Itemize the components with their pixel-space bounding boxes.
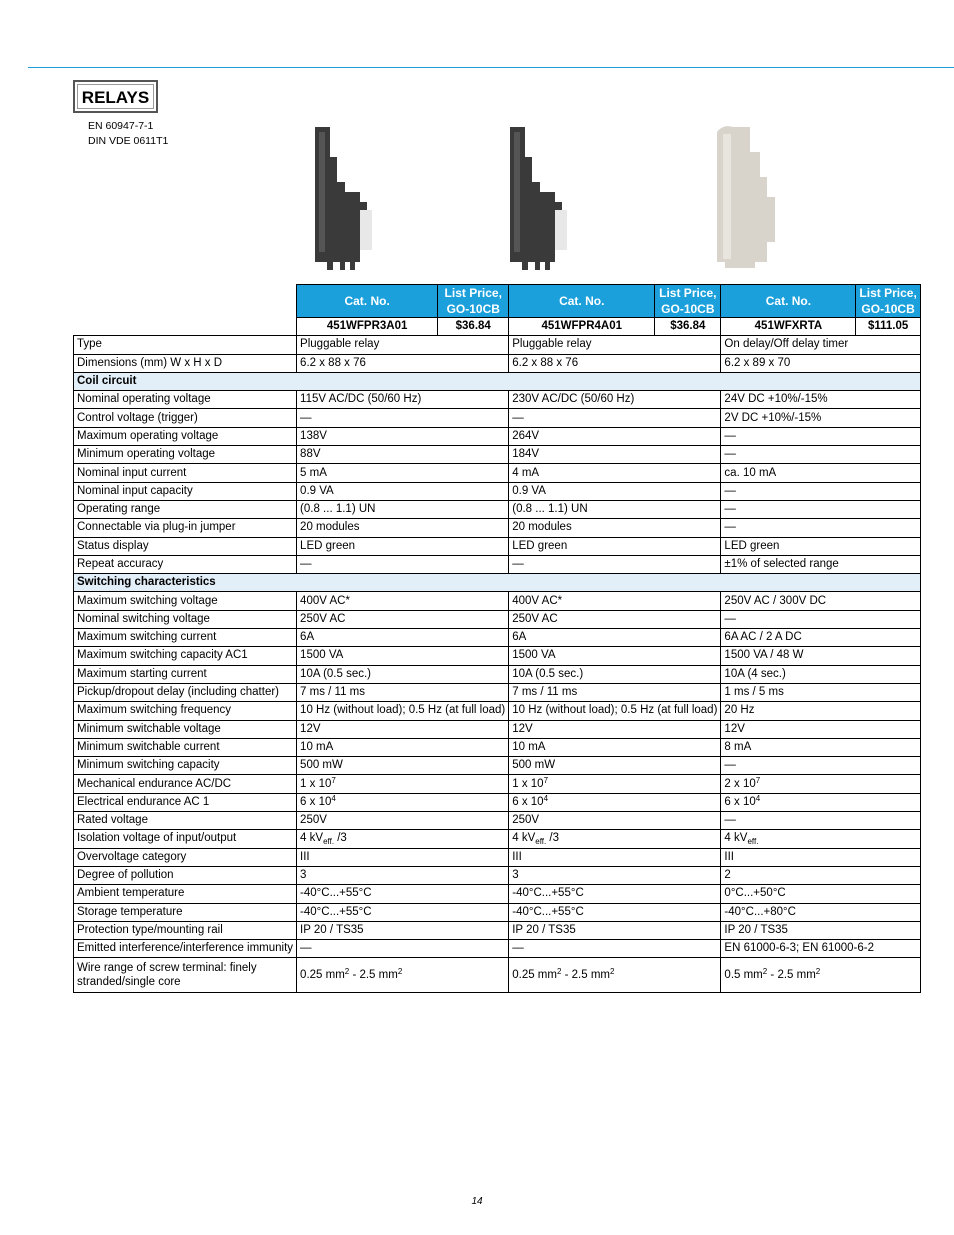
row-value: — bbox=[297, 409, 509, 427]
row-value: 1500 VA / 48 W bbox=[721, 647, 920, 665]
row-value: 500 mW bbox=[297, 757, 509, 775]
row-value: — bbox=[721, 757, 920, 775]
row-value: 4 kVeff. bbox=[721, 830, 920, 848]
row-value: 1 x $10^7$ bbox=[509, 775, 721, 793]
table-row bbox=[74, 885, 921, 903]
table-row bbox=[74, 592, 921, 610]
row-value: 500 mW bbox=[509, 757, 721, 775]
row-value: 0.5 $mm^2 - 2.5$ $mm^2$ bbox=[721, 958, 920, 993]
row-label: Degree of pollution bbox=[74, 866, 297, 884]
row-value: — bbox=[721, 519, 920, 537]
row-label: Overvoltage category bbox=[74, 848, 297, 866]
row-value: 400V AC* bbox=[297, 592, 509, 610]
row-value: 6 x $10^4$ bbox=[721, 793, 920, 811]
row-label: Nominal switching voltage bbox=[74, 610, 297, 628]
row-label: Electrical endurance AC 1 bbox=[74, 793, 297, 811]
row-value: 10A (0.5 sec.) bbox=[297, 665, 509, 683]
table-row bbox=[74, 757, 921, 775]
row-value: 2 x $10^7$ bbox=[721, 775, 920, 793]
table-row bbox=[74, 775, 921, 793]
row-value: — bbox=[297, 555, 509, 573]
row-label: Minimum operating voltage bbox=[74, 446, 297, 464]
table-row bbox=[74, 500, 921, 518]
row-value: 0°C...+50°C bbox=[721, 885, 920, 903]
row-value: — bbox=[721, 446, 920, 464]
price: $36.84 bbox=[438, 318, 509, 336]
dark-relay-icon bbox=[500, 122, 580, 272]
page-number: 14 bbox=[471, 1196, 483, 1207]
row-value: 3 bbox=[509, 866, 721, 884]
row-value: 1 ms / 5 ms bbox=[721, 683, 920, 701]
row-value: 12V bbox=[297, 720, 509, 738]
row-label: Minimum switchable voltage bbox=[74, 720, 297, 738]
row-label: Status display bbox=[74, 537, 297, 555]
row-value: IP 20 / TS35 bbox=[509, 921, 721, 939]
row-value: 6.2 x 89 x 70 bbox=[721, 354, 920, 372]
row-label: Operating range bbox=[74, 500, 297, 518]
row-label: Protection type/mounting rail bbox=[74, 921, 297, 939]
row-value: 115V AC/DC (50/60 Hz) bbox=[297, 391, 509, 409]
row-value: 0.9 VA bbox=[297, 482, 509, 500]
row-value: 10 mA bbox=[297, 738, 509, 756]
table-row bbox=[74, 958, 921, 993]
page-title: RELAYS bbox=[77, 84, 154, 109]
row-value: 6A bbox=[297, 629, 509, 647]
row-value: 184V bbox=[509, 446, 721, 464]
row-value: -40°C...+55°C bbox=[297, 903, 509, 921]
row-value: 20 modules bbox=[509, 519, 721, 537]
row-label: Nominal input capacity bbox=[74, 482, 297, 500]
row-value: 2 bbox=[721, 866, 920, 884]
price: $111.05 bbox=[856, 318, 920, 336]
row-value: -40°C...+55°C bbox=[509, 885, 721, 903]
list-price-header: List Price, GO-10CB bbox=[655, 285, 721, 318]
table-row bbox=[74, 793, 921, 811]
row-value: 4 kVeff. /3 bbox=[509, 830, 721, 848]
row-value: 250V AC bbox=[297, 610, 509, 628]
row-value: Pluggable relay bbox=[297, 336, 509, 354]
row-label: Minimum switching capacity bbox=[74, 757, 297, 775]
row-value: 400V AC* bbox=[509, 592, 721, 610]
row-value: 20 modules bbox=[297, 519, 509, 537]
row-value: 10A (0.5 sec.) bbox=[509, 665, 721, 683]
row-value: 230V AC/DC (50/60 Hz) bbox=[509, 391, 721, 409]
row-value: 6.2 x 88 x 76 bbox=[509, 354, 721, 372]
row-value: (0.8 ... 1.1) UN bbox=[509, 500, 721, 518]
list-price-header: List Price, GO-10CB bbox=[438, 285, 509, 318]
row-value: 10 Hz (without load); 0.5 Hz (at full load) bbox=[297, 702, 509, 720]
row-value: 250V bbox=[509, 812, 721, 830]
standard-line: DIN VDE 0611T1 bbox=[88, 135, 169, 147]
section-title-box bbox=[73, 80, 158, 113]
table-row bbox=[74, 830, 921, 848]
row-label: Connectable via plug-in jumper bbox=[74, 519, 297, 537]
table-row bbox=[74, 610, 921, 628]
catalog-row bbox=[74, 318, 921, 336]
row-label: Maximum switching frequency bbox=[74, 702, 297, 720]
table-row bbox=[74, 903, 921, 921]
row-label: Dimensions (mm) W x H x D bbox=[74, 354, 297, 372]
table-row bbox=[74, 354, 921, 372]
row-value: 2V DC +10%/-15% bbox=[721, 409, 920, 427]
row-label: Isolation voltage of input/output bbox=[74, 830, 297, 848]
table-row bbox=[74, 537, 921, 555]
row-value: — bbox=[297, 940, 509, 958]
row-value: 88V bbox=[297, 446, 509, 464]
table-row bbox=[74, 409, 921, 427]
cat-no: 451WFXRTA bbox=[721, 318, 856, 336]
row-label: Maximum operating voltage bbox=[74, 427, 297, 445]
row-label: Emitted interference/interference immunity bbox=[74, 940, 297, 958]
row-label: Nominal input current bbox=[74, 464, 297, 482]
table-row bbox=[74, 720, 921, 738]
row-value: 6A AC / 2 A DC bbox=[721, 629, 920, 647]
table-row bbox=[74, 683, 921, 701]
row-value: EN 61000-6-3; EN 61000-6-2 bbox=[721, 940, 920, 958]
row-value: — bbox=[509, 555, 721, 573]
table-row bbox=[74, 446, 921, 464]
row-label: Maximum switching current bbox=[74, 629, 297, 647]
row-value: 1 x $10^7$ bbox=[297, 775, 509, 793]
row-value: ±1% of selected range bbox=[721, 555, 920, 573]
row-value: LED green bbox=[297, 537, 509, 555]
row-value: 0.25 $mm^2 - 2.5$ $mm^2$ bbox=[509, 958, 721, 993]
section-row bbox=[74, 574, 921, 592]
row-value: 250V AC / 300V DC bbox=[721, 592, 920, 610]
light-timer-icon bbox=[705, 122, 795, 272]
row-value: 12V bbox=[721, 720, 920, 738]
row-label: Control voltage (trigger) bbox=[74, 409, 297, 427]
row-label: Type bbox=[74, 336, 297, 354]
row-label: Minimum switchable current bbox=[74, 738, 297, 756]
cat-no: 451WFPR4A01 bbox=[509, 318, 655, 336]
row-value: (0.8 ... 1.1) UN bbox=[297, 500, 509, 518]
row-value: On delay/Off delay timer bbox=[721, 336, 920, 354]
row-value: IP 20 / TS35 bbox=[721, 921, 920, 939]
row-value: 12V bbox=[509, 720, 721, 738]
row-value: 4 kVeff. /3 bbox=[297, 830, 509, 848]
row-value: 0.9 VA bbox=[509, 482, 721, 500]
table-row bbox=[74, 336, 921, 354]
row-value: 1500 VA bbox=[297, 647, 509, 665]
row-value: 250V AC bbox=[509, 610, 721, 628]
section-label: Coil circuit bbox=[74, 372, 921, 390]
table-row bbox=[74, 519, 921, 537]
table-row bbox=[74, 427, 921, 445]
row-label: Mechanical endurance AC/DC bbox=[74, 775, 297, 793]
row-value: 6 x $10^4$ bbox=[297, 793, 509, 811]
row-value: 3 bbox=[297, 866, 509, 884]
table-row bbox=[74, 665, 921, 683]
table-row bbox=[74, 629, 921, 647]
cat-no: 451WFPR3A01 bbox=[297, 318, 438, 336]
table-row bbox=[74, 848, 921, 866]
row-value: III bbox=[297, 848, 509, 866]
row-value: -40°C...+55°C bbox=[297, 885, 509, 903]
row-value: 250V bbox=[297, 812, 509, 830]
row-label: Storage temperature bbox=[74, 903, 297, 921]
dark-relay-icon bbox=[305, 122, 385, 272]
row-label: Repeat accuracy bbox=[74, 555, 297, 573]
table-row bbox=[74, 647, 921, 665]
table-row bbox=[74, 482, 921, 500]
row-value: 10 Hz (without load); 0.5 Hz (at full load) bbox=[509, 702, 721, 720]
row-value: 24V DC +10%/-15% bbox=[721, 391, 920, 409]
row-value: 10 mA bbox=[509, 738, 721, 756]
row-value: 264V bbox=[509, 427, 721, 445]
row-value: ca. 10 mA bbox=[721, 464, 920, 482]
cat-no-header: Cat. No. bbox=[721, 285, 856, 318]
price: $36.84 bbox=[655, 318, 721, 336]
row-value: 10A (4 sec.) bbox=[721, 665, 920, 683]
row-label: Pickup/dropout delay (including chatter) bbox=[74, 683, 297, 701]
row-value: LED green bbox=[509, 537, 721, 555]
row-value: — bbox=[721, 610, 920, 628]
row-value: LED green bbox=[721, 537, 920, 555]
row-value: 7 ms / 11 ms bbox=[509, 683, 721, 701]
row-value: Pluggable relay bbox=[509, 336, 721, 354]
row-value: 7 ms / 11 ms bbox=[297, 683, 509, 701]
row-value: III bbox=[721, 848, 920, 866]
table-row bbox=[74, 464, 921, 482]
row-value: — bbox=[509, 940, 721, 958]
row-label: Maximum switching capacity AC1 bbox=[74, 647, 297, 665]
row-value: — bbox=[509, 409, 721, 427]
row-value: — bbox=[721, 500, 920, 518]
row-value: IP 20 / TS35 bbox=[297, 921, 509, 939]
row-label: Maximum switching voltage bbox=[74, 592, 297, 610]
row-value: 6 x $10^4$ bbox=[509, 793, 721, 811]
table-row bbox=[74, 391, 921, 409]
row-value: III bbox=[509, 848, 721, 866]
standards bbox=[88, 119, 168, 149]
row-value: -40°C...+80°C bbox=[721, 903, 920, 921]
row-label: Rated voltage bbox=[74, 812, 297, 830]
row-label: Nominal operating voltage bbox=[74, 391, 297, 409]
table-row bbox=[74, 866, 921, 884]
row-value: 138V bbox=[297, 427, 509, 445]
table-row bbox=[74, 738, 921, 756]
top-rule bbox=[28, 67, 954, 68]
row-label: Ambient temperature bbox=[74, 885, 297, 903]
table-row bbox=[74, 555, 921, 573]
row-value: 5 mA bbox=[297, 464, 509, 482]
cat-no-header: Cat. No. bbox=[297, 285, 438, 318]
table-row bbox=[74, 940, 921, 958]
row-value: 6A bbox=[509, 629, 721, 647]
row-value: 6.2 x 88 x 76 bbox=[297, 354, 509, 372]
row-value: 4 mA bbox=[509, 464, 721, 482]
row-value: — bbox=[721, 482, 920, 500]
list-price-header: List Price, GO-10CB bbox=[856, 285, 920, 318]
spec-table bbox=[73, 284, 921, 993]
table-row bbox=[74, 812, 921, 830]
row-label: Maximum starting current bbox=[74, 665, 297, 683]
section-row bbox=[74, 372, 921, 390]
row-value: 1500 VA bbox=[509, 647, 721, 665]
row-value: — bbox=[721, 427, 920, 445]
row-value: 20 Hz bbox=[721, 702, 920, 720]
table-row bbox=[74, 921, 921, 939]
row-label: Wire range of screw terminal: finely stranded/single core bbox=[74, 958, 297, 993]
row-value: — bbox=[721, 812, 920, 830]
row-value: 0.25 $mm^2 - 2.5$ $mm^2$ bbox=[297, 958, 509, 993]
standard-line: EN 60947-7-1 bbox=[88, 120, 154, 132]
row-value: 8 mA bbox=[721, 738, 920, 756]
cat-no-header: Cat. No. bbox=[509, 285, 655, 318]
row-value: -40°C...+55°C bbox=[509, 903, 721, 921]
table-row bbox=[74, 702, 921, 720]
section-label: Switching characteristics bbox=[74, 574, 921, 592]
header-row bbox=[74, 285, 921, 318]
